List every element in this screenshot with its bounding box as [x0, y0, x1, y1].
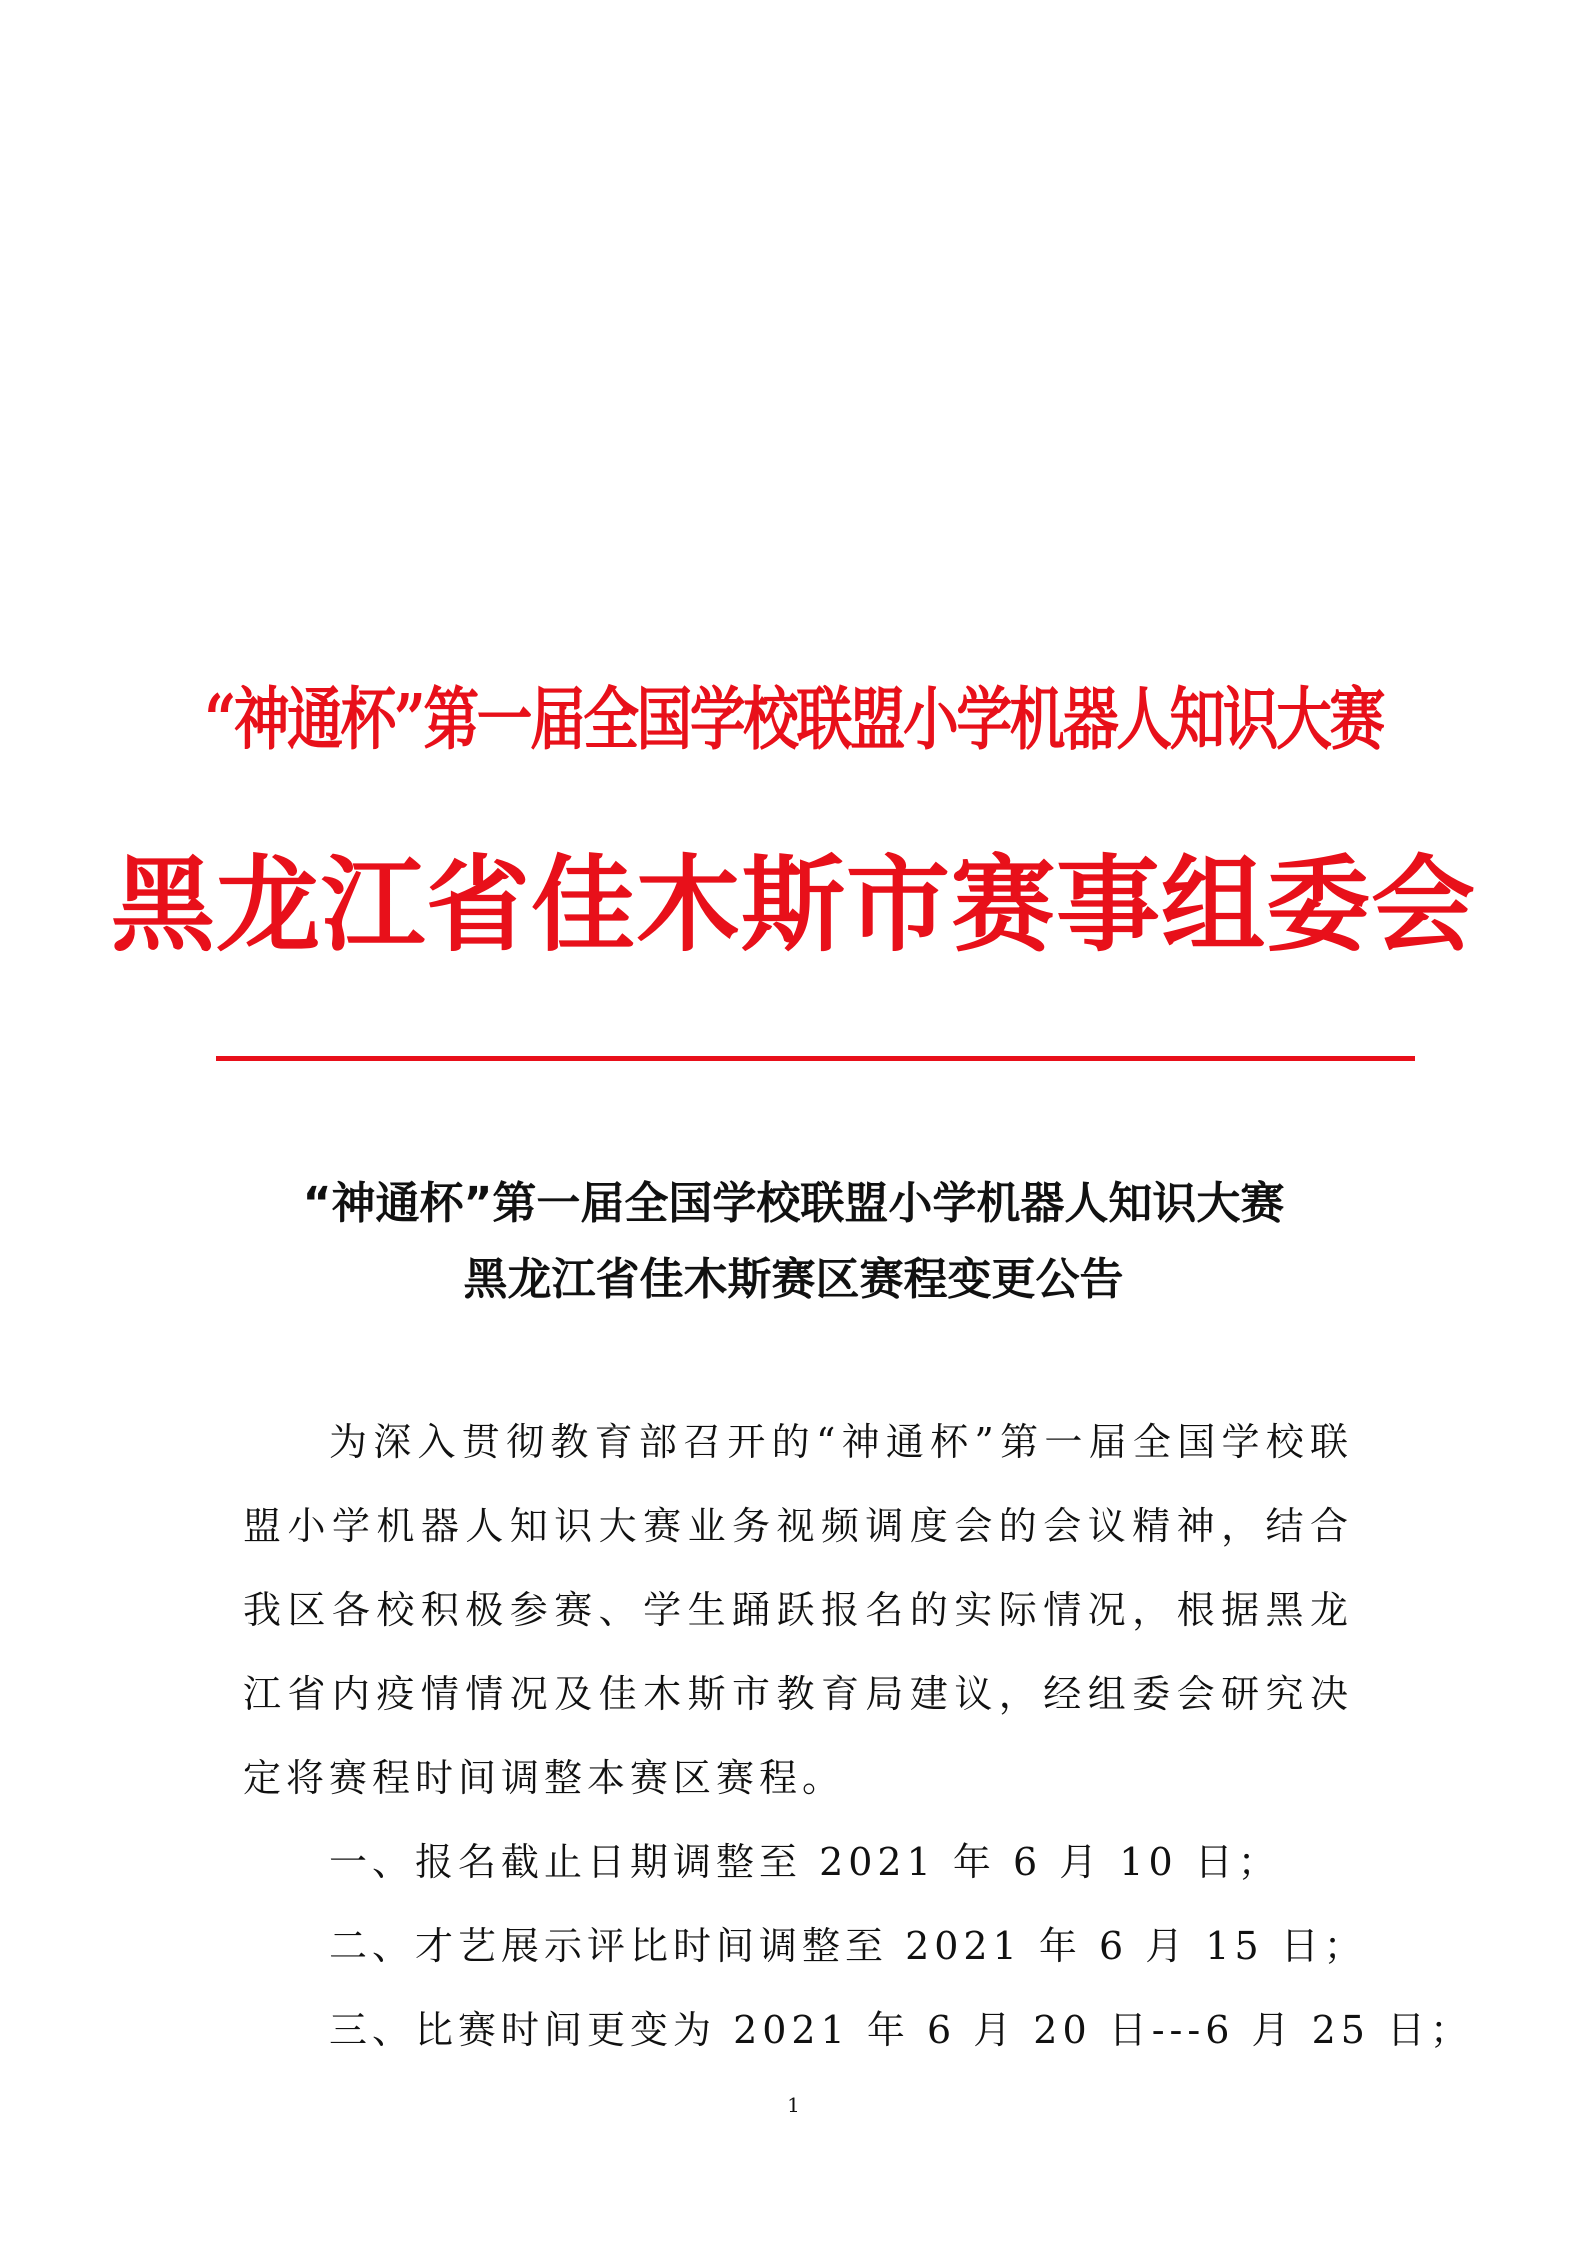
document-body: [243, 1400, 1474, 2072]
letterhead-event-name: “神通杯”第一届全国学校联盟小学机器人知识大赛: [204, 680, 1383, 760]
letterhead-organizer: 黑龙江省佳木斯市赛事组委会: [110, 844, 1476, 966]
schedule-item-competition-dates: 三、比赛时间更变为 2021 年 6 月 20 日---6 月 25 日；: [329, 2008, 1474, 2052]
document-title-line-2: 黑龙江省佳木斯赛区赛程变更公告: [463, 1254, 1124, 1305]
page-number: 1: [787, 2093, 800, 2117]
schedule-item-talent-show: 二、才艺展示评比时间调整至 2021 年 6 月 15 日；: [329, 1924, 1367, 1968]
document-title-line-1: “神通杯”第一届全国学校联盟小学机器人知识大赛: [302, 1178, 1285, 1229]
letterhead-divider: [216, 1056, 1415, 1061]
intro-paragraph: 为深入贯彻教育部召开的“神通杯”第一届全国学校联盟小学机器人知识大赛业务视频调度会的会议精神，结合我区各校积极参赛、学生踊跃报名的实际情况，根据黑龙江省内疫情情况及佳木斯市教育局建议，经组委会研究决定将赛程时间调整本赛区赛程。: [243, 1420, 1353, 1800]
schedule-item-registration-deadline: 一、报名截止日期调整至 2021 年 6 月 10 日；: [329, 1840, 1281, 1884]
